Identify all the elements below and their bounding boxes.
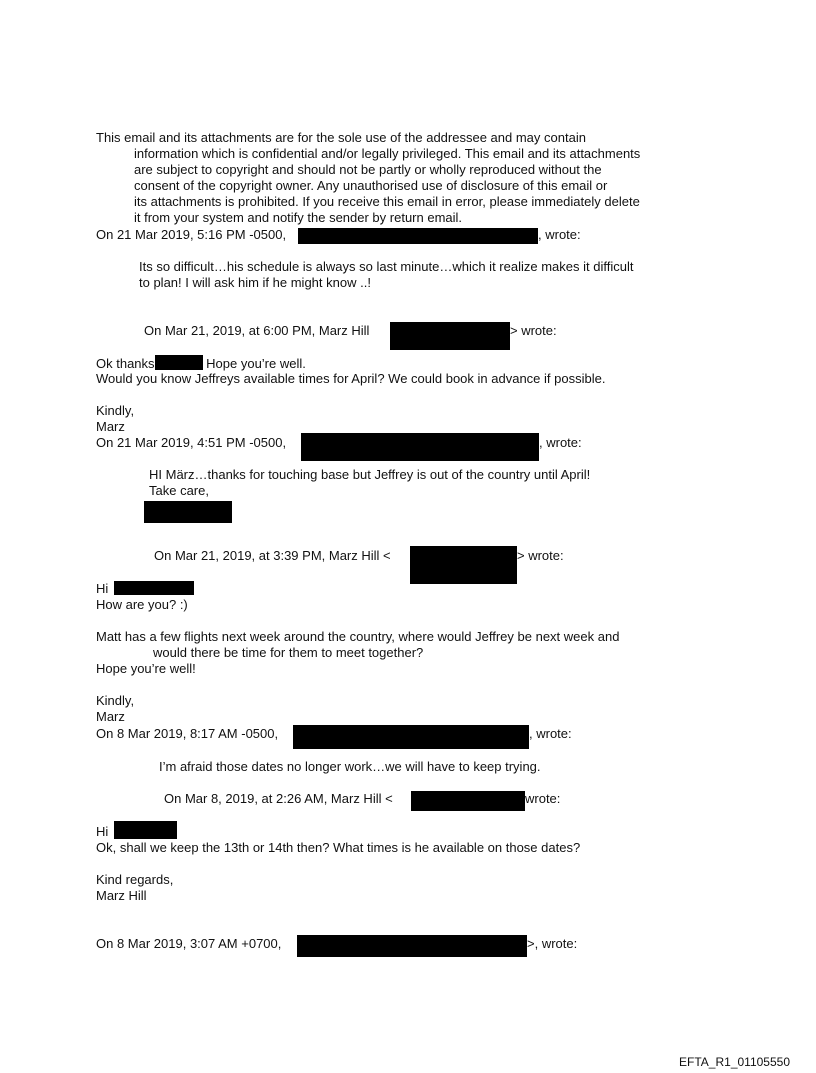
message-text: Hope you’re well. [202,356,306,371]
email-header: On 21 Mar 2019, 4:51 PM -0500, [96,435,287,450]
header-text: , wrote: [538,227,581,242]
header-text: >, wrote: [527,936,578,951]
email-header: On 8 Mar 2019, 8:17 AM -0500, [96,726,279,741]
document-id: EFTA_R1_01105550 [679,1055,790,1069]
redaction-box [390,322,510,350]
message-line [96,355,306,371]
redaction-box [144,501,232,523]
redaction-box [301,433,539,461]
email-header: On Mar 21, 2019, at 3:39 PM, Marz Hill < [154,548,391,563]
signoff: Kind regards, [96,872,174,887]
email-header: On 8 Mar 2019, 3:07 AM +0700, [96,936,282,951]
disclaimer-line: consent of the copyright owner. Any unauthorised use of disclosure of this email or [134,178,608,193]
message-line: Ok, shall we keep the 13th or 14th then? What times is he available on those dates? [96,840,581,855]
signoff: Kindly, [96,403,135,418]
header-text: > wrote: [517,548,564,563]
disclaimer-line: its attachments is prohibited. If you receive this email in error, please immediately delete [134,194,640,209]
email-header [96,227,286,242]
header-text: On 21 Mar 2019, 5:16 PM -0500, [96,227,287,242]
disclaimer-line: it from your system and notify the sender by return email. [134,210,463,225]
redaction-box [293,725,529,749]
redaction-box [298,228,538,244]
signoff: Marz [96,709,125,724]
message-line: HI März…thanks for touching base but Jeffrey is out of the country until April! [149,467,591,482]
email-header: On Mar 21, 2019, at 6:00 PM, Marz Hill [144,323,370,338]
header-text: , wrote: [529,726,572,741]
signoff: Kindly, [96,693,135,708]
redaction-box [297,935,527,957]
message-line: How are you? :) [96,597,188,612]
redaction-box [114,821,177,839]
message-line: would there be time for them to meet together? [153,645,424,660]
message-text: Ok thanks [96,356,155,371]
redaction-box [411,791,525,811]
email-header: On Mar 8, 2019, at 2:26 AM, Marz Hill < [164,791,393,806]
message-line [96,581,108,596]
header-text: > wrote: [510,323,557,338]
redaction-box [410,546,517,584]
redaction-box [114,581,194,595]
message-text: Hi [96,824,109,839]
message-line: Would you know Jeffreys available times for April? We could book in advance if possible. [96,371,606,386]
message-line: Matt has a few flights next week around the country, where would Jeffrey be next week and [96,629,620,644]
message-line: Take care, [149,483,209,498]
message-line: to plan! I will ask him if he might know ..! [139,275,371,290]
redaction-box [155,355,203,370]
disclaimer-line: This email and its attachments are for the sole use of the addressee and may contain [96,130,586,145]
message-line: I’m afraid those dates no longer work…we will have to keep trying. [159,759,541,774]
header-text: wrote: [525,791,561,806]
signoff: Marz Hill [96,888,147,903]
message-line [96,824,108,839]
disclaimer-line: are subject to copyright and should not be partly or wholly reproduced without the [134,162,602,177]
disclaimer-line: information which is confidential and/or legally privileged. This email and its attachments [134,146,641,161]
message-line: Its so difficult…his schedule is always so last minute…which it realize makes it difficult [139,259,634,274]
message-text: Hi [96,581,109,596]
message-line: Hope you’re well! [96,661,196,676]
header-text: , wrote: [539,435,582,450]
signoff: Marz [96,419,125,434]
